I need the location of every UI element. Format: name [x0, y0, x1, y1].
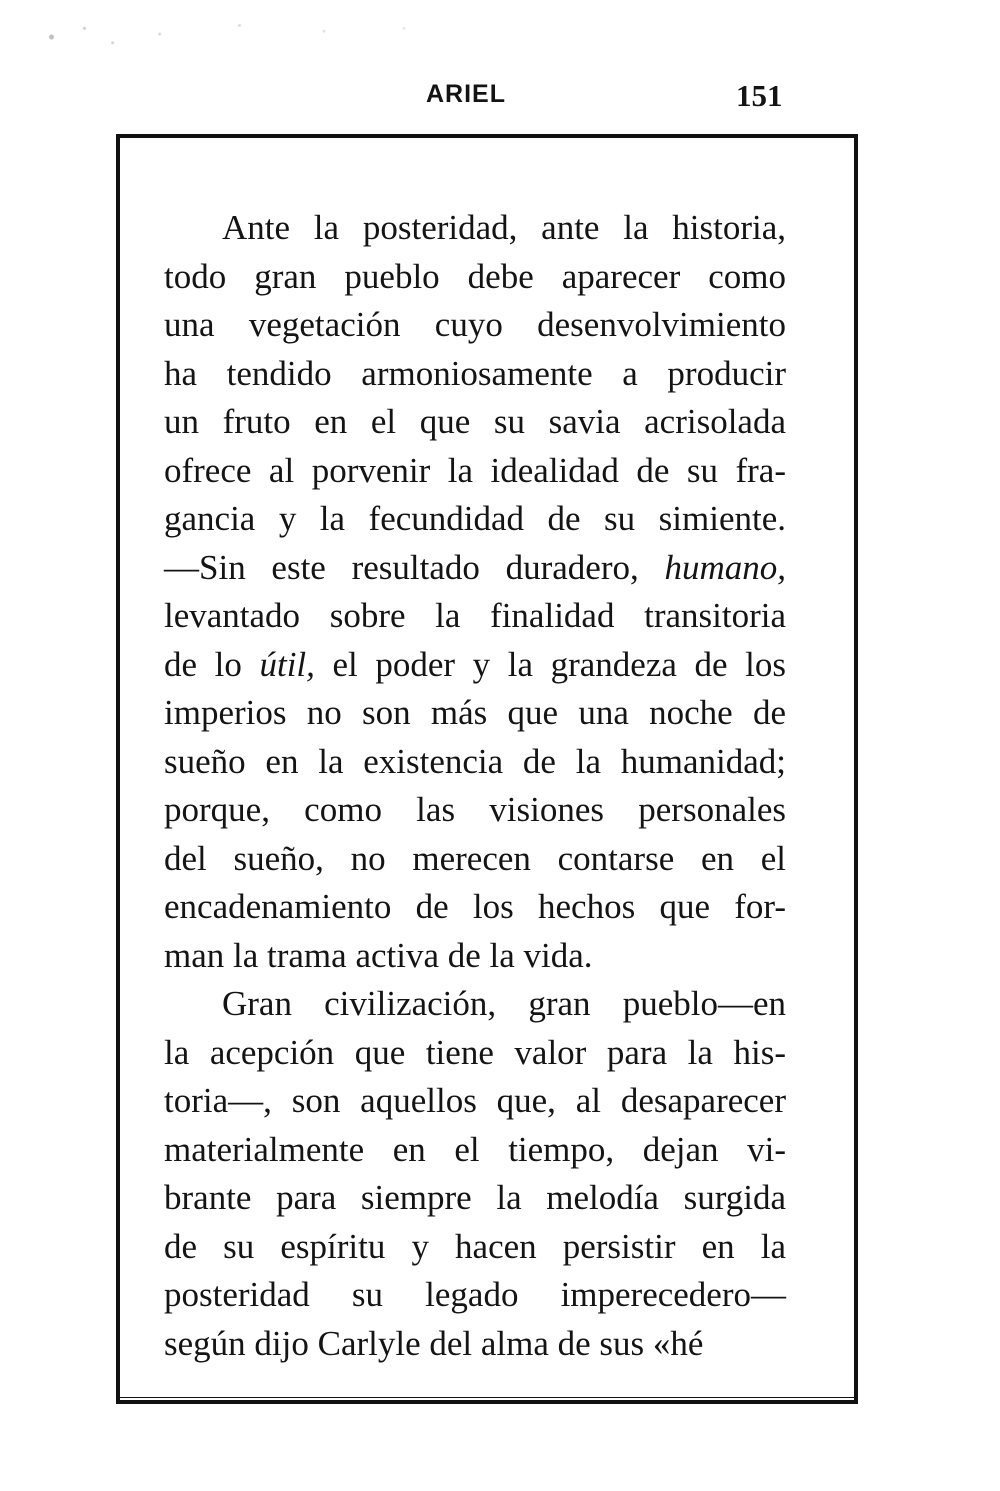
text-line: Gran civilización, gran pueblo—en	[222, 984, 786, 1023]
text-line-with-emphasis	[164, 544, 786, 593]
text-line: toria—, son aquellos que, al desaparecer	[164, 1081, 786, 1120]
running-header	[0, 70, 1000, 130]
text-line: porque, como las visiones personales	[164, 790, 786, 829]
text-line: ofrece al porvenir la idealidad de su fra-	[164, 450, 786, 490]
text-line: la acepción que tiene valor para la his-	[164, 1032, 786, 1072]
paragraph-one	[164, 204, 786, 980]
text-line: levantado sobre la finalidad transitoria	[164, 596, 786, 635]
line-text: —Sin este resultado duradero,	[164, 547, 665, 587]
text-line: sueño en la existencia de la humanidad;	[164, 741, 786, 781]
text-line: materialmente en el tiempo, dejan vi-	[164, 1129, 786, 1169]
text-line: según dijo Carlyle del alma de sus «hé	[164, 1323, 704, 1363]
book-text	[164, 204, 786, 1368]
text-line: ha tendido armoniosamente a producir	[164, 353, 786, 393]
text-line: Ante la posteridad, ante la historia,	[222, 208, 786, 247]
text-line: brante para siempre la melodía surgida	[164, 1178, 786, 1217]
text-line: imperios no son más que una noche de	[164, 693, 786, 732]
running-title: ARIEL	[426, 80, 506, 108]
line-text: de lo	[164, 644, 260, 684]
italic-emphasis: humano,	[664, 547, 786, 587]
text-line: encadenamiento de los hechos que for-	[164, 887, 786, 926]
text-line-with-emphasis	[164, 641, 786, 690]
text-line: una vegetación cuyo desenvolvimiento	[164, 305, 786, 344]
italic-emphasis: útil,	[259, 644, 315, 684]
text-line: gancia y la fecundidad de su simiente.	[164, 499, 786, 538]
page-number: 151	[736, 78, 783, 113]
text-line: man la trama activa de la vida.	[164, 935, 593, 975]
line-text: el poder y la grandeza de los	[314, 644, 786, 684]
paragraph-two	[164, 980, 786, 1368]
text-line: un fruto en el que su savia acrisolada	[164, 402, 786, 441]
text-line: del sueño, no merecen contarse en el	[164, 838, 786, 878]
text-line: de su espíritu y hacen persistir en la	[164, 1226, 786, 1266]
text-line: todo gran pueblo debe aparecer como	[164, 256, 786, 296]
scan-noise	[28, 8, 498, 66]
text-line: posteridad su legado imperecedero—	[164, 1275, 786, 1314]
